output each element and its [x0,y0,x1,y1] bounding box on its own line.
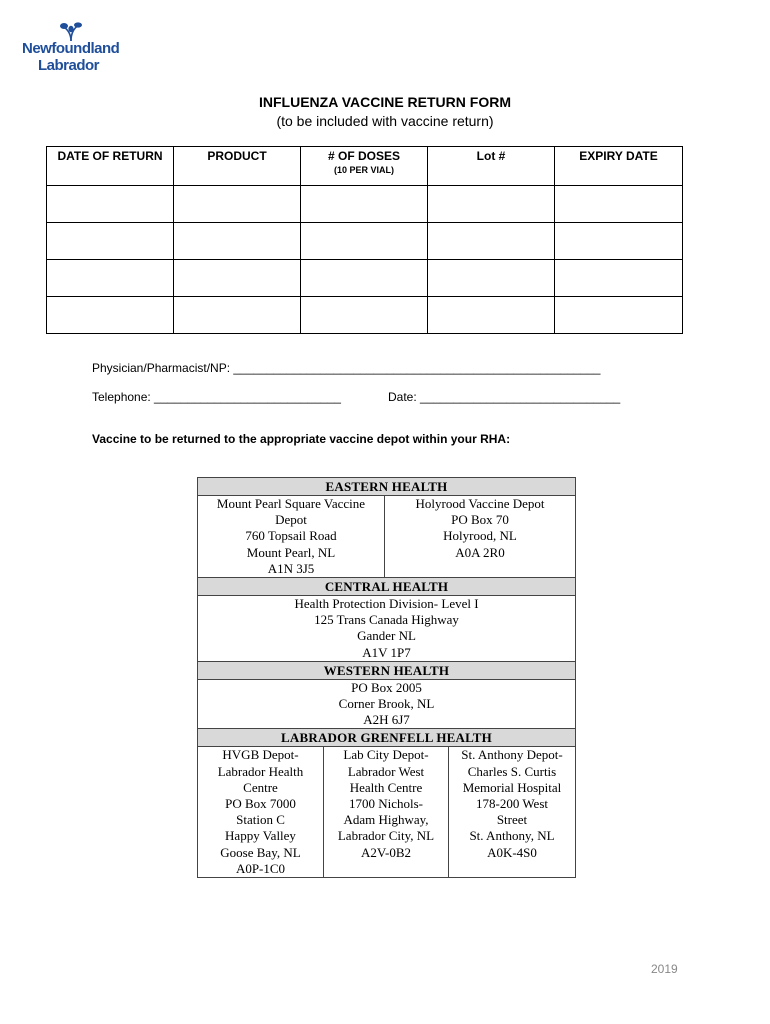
address-line: 125 Trans Canada Highway [314,612,459,628]
expiry-cell[interactable] [555,223,683,260]
eastern-health-header: EASTERN HEALTH [198,478,575,496]
doses-cell[interactable] [301,260,428,297]
central-health-header: CENTRAL HEALTH [198,578,575,596]
newfoundland-labrador-logo [22,22,122,74]
address-line: Lab City Depot- [343,747,429,763]
address-line: Charles S. Curtis [467,763,557,779]
table-row [47,223,683,260]
lot-cell[interactable] [428,297,555,334]
date-cell[interactable] [47,260,174,297]
western-health-row [198,680,575,730]
col-product: PRODUCT [174,147,301,186]
hvgb-depot [198,747,323,877]
telephone-field[interactable]: Telephone: ____________________________ [92,390,341,404]
address-line: Labrador City, NL [337,828,435,844]
address-line: Depot [275,512,307,528]
address-line: A2V-0B2 [360,844,412,860]
address-line: A0A 2R0 [455,544,505,560]
lot-cell[interactable] [428,223,555,260]
address-line: St. Anthony, NL [469,828,555,844]
address-line: A1V 1P7 [362,644,411,660]
address-line: PO Box 7000 [225,796,296,812]
lot-cell[interactable] [428,260,555,297]
product-cell[interactable] [174,260,301,297]
lot-cell[interactable] [428,186,555,223]
address-line: PO Box 2005 [351,679,422,695]
product-cell[interactable] [174,223,301,260]
vaccine-return-table [46,146,683,334]
form-title: INFLUENZA VACCINE RETURN FORM [259,94,511,110]
address-line: PO Box 70 [451,512,509,528]
pitcher-plant-icon [58,22,84,42]
col-expiry-date: EXPIRY DATE [555,147,683,186]
return-instruction: Vaccine to be returned to the appropriate vaccine depot within your RHA: [92,432,511,446]
col-lot: Lot # [428,147,555,186]
address-line: Happy Valley [225,828,296,844]
col-date-of-return: DATE OF RETURN [47,147,174,186]
st-anthony-depot [448,747,575,877]
address-line: 178-200 West [475,796,548,812]
logo-text-line1: Newfoundland [22,40,120,57]
address-line: Gander NL [357,628,416,644]
address-line: Centre [243,779,278,795]
form-year: 2019 [651,962,678,976]
western-health-header: WESTERN HEALTH [198,662,575,680]
address-line: Labrador Health [217,763,304,779]
physician-field[interactable]: Physician/Pharmacist/NP: _______________________________________________________ [92,361,601,375]
address-line: Mount Pearl, NL [246,544,336,560]
lab-city-depot [323,747,448,877]
product-cell[interactable] [174,186,301,223]
address-line: Station C [236,812,285,828]
table-row [47,260,683,297]
address-line: A0P-1C0 [235,860,286,876]
table-header-row [47,147,683,186]
address-line: Adam Highway, [343,812,429,828]
form-subtitle: (to be included with vaccine return) [276,113,494,129]
depot-directory [197,477,576,878]
address-line: HVGB Depot- [222,747,299,763]
address-line: Holyrood Vaccine Depot [415,496,545,511]
address-line: Corner Brook, NL [338,696,435,712]
date-cell[interactable] [47,297,174,334]
address-line: Mount Pearl Square Vaccine [216,496,366,511]
central-health-row [198,596,575,662]
address-line: 760 Topsail Road [245,528,337,544]
date-cell[interactable] [47,186,174,223]
labrador-grenfell-row [198,747,575,877]
doses-cell[interactable] [301,223,428,260]
logo-text-line2: Labrador [38,57,100,74]
address-line: Health Centre [349,779,423,795]
date-cell[interactable] [47,223,174,260]
expiry-cell[interactable] [555,186,683,223]
gander-depot [198,596,575,661]
table-row [47,186,683,223]
eastern-health-row [198,496,575,578]
address-line: A0K-4S0 [487,844,537,860]
address-line: Health Protection Division- Level I [294,596,479,612]
address-line: Holyrood, NL [443,528,517,544]
product-cell[interactable] [174,297,301,334]
doses-note: (10 PER VIAL) [333,165,394,175]
address-line: Labrador West [347,763,425,779]
holyrood-depot [384,496,575,577]
address-line: A1N 3J5 [267,560,315,576]
address-line: 1700 Nichols- [348,796,424,812]
address-line: Street [496,812,528,828]
doses-cell[interactable] [301,297,428,334]
col-doses-label: # OF DOSES [327,149,401,163]
doses-cell[interactable] [301,186,428,223]
expiry-cell[interactable] [555,260,683,297]
address-line: A2H 6J7 [363,712,410,728]
labrador-grenfell-header: LABRADOR GRENFELL HEALTH [198,729,575,747]
address-line: Goose Bay, NL [220,844,301,860]
date-field[interactable]: Date: ______________________________ [388,390,621,404]
address-line: Memorial Hospital [462,779,562,795]
corner-brook-depot [198,680,575,729]
mount-pearl-depot [198,496,384,577]
expiry-cell[interactable] [555,297,683,334]
address-line: St. Anthony Depot- [461,747,563,763]
col-doses [301,147,428,186]
table-row [47,297,683,334]
